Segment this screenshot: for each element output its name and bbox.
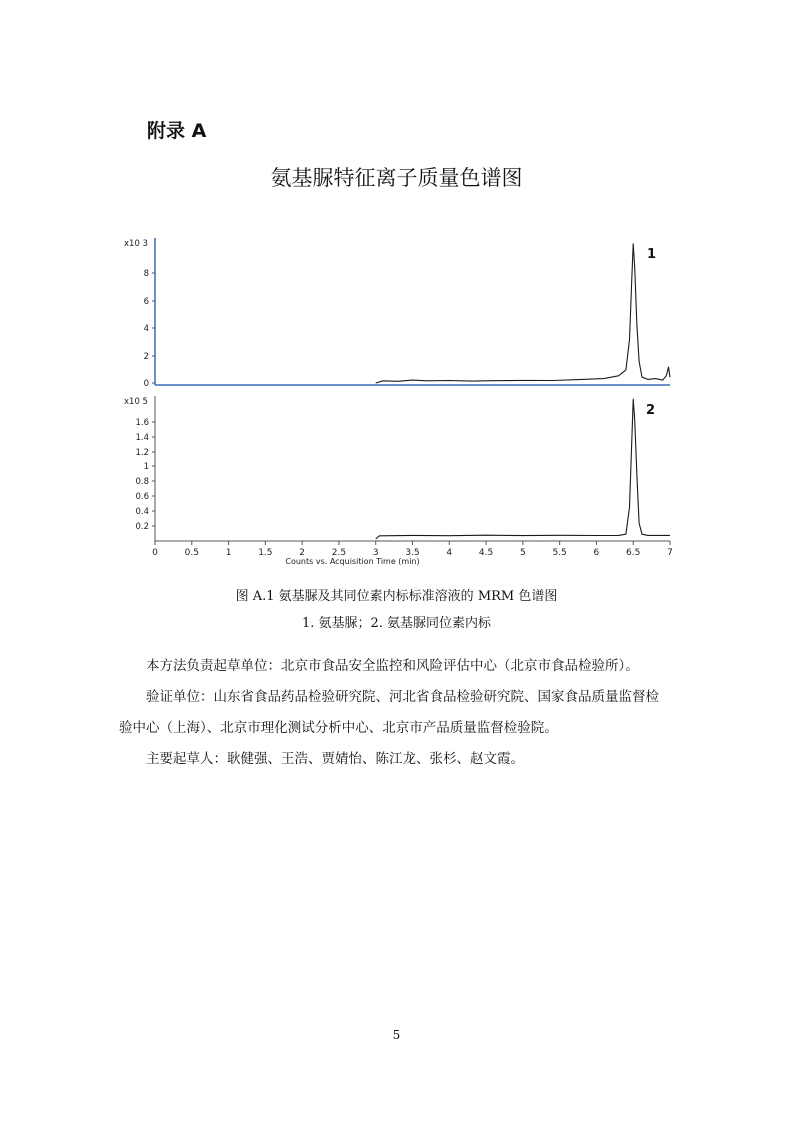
validation-unit-line-1: 验证单位：山东省食品药品检验研究院、河北省食品检验研究院、国家食品质量监督检 bbox=[146, 689, 659, 705]
peak-label: 1 bbox=[647, 247, 657, 262]
chromatogram-panel-1 bbox=[124, 238, 670, 389]
validation-unit-line-2: 验中心（上海）、北京市理化测试分析中心、北京市产品质量监督检验院。 bbox=[119, 720, 558, 736]
x-axis-label: Counts vs. Acquisition Time (min) bbox=[285, 557, 420, 566]
y-tick-label: 2 bbox=[143, 352, 149, 362]
x-tick-label: 0.5 bbox=[184, 548, 199, 558]
x-tick-label: 5 bbox=[519, 548, 526, 558]
x-tick-label: 2.5 bbox=[331, 548, 347, 558]
figure-subcaption: 1. 氨基脲；2. 氨基脲同位素内标 bbox=[301, 616, 492, 631]
y-tick-label: 0 bbox=[143, 379, 149, 389]
y-tick-label: 8 bbox=[143, 269, 149, 279]
y-tick-label: 1.4 bbox=[135, 433, 149, 443]
x-tick-label: 3 bbox=[372, 548, 379, 558]
drafting-unit-paragraph: 本方法负责起草单位：北京市食品安全监控和风险评估中心（北京市食品检验所）。 bbox=[146, 658, 639, 674]
y-tick-label: 1.6 bbox=[135, 418, 149, 428]
x-tick-label: 1.5 bbox=[258, 548, 273, 558]
x-tick-label: 4 bbox=[446, 548, 453, 558]
y-exponent-label: x10 3 bbox=[124, 239, 148, 249]
y-tick-label: 0.4 bbox=[135, 507, 149, 517]
x-tick-label: 7 bbox=[667, 548, 673, 558]
x-tick-label: 0 bbox=[152, 548, 158, 558]
figure-caption: 图 A.1 氨基脲及其同位素内标标准溶液的 MRM 色谱图 bbox=[235, 589, 558, 604]
chromatogram-trace bbox=[376, 399, 670, 539]
y-tick-label: 0.8 bbox=[135, 477, 149, 487]
chromatogram-trace bbox=[376, 244, 670, 383]
drafters-paragraph: 主要起草人：耿健强、王浩、贾婧怡、陈江龙、张杉、赵文霞。 bbox=[146, 751, 524, 767]
document-title: 氨基脲特征离子质量色谱图 bbox=[270, 166, 523, 190]
y-tick-label: 1.2 bbox=[135, 448, 149, 458]
x-tick-label: 6 bbox=[593, 548, 600, 558]
y-exponent-label: x10 5 bbox=[124, 397, 148, 407]
y-tick-label: 0.6 bbox=[135, 492, 149, 502]
x-tick-label: 3.5 bbox=[405, 548, 420, 558]
x-tick-label: 1 bbox=[225, 548, 232, 558]
page-number: 5 bbox=[392, 1028, 401, 1042]
y-tick-label: 4 bbox=[143, 324, 149, 334]
peak-label: 2 bbox=[646, 403, 656, 418]
x-tick-label: 2 bbox=[299, 548, 306, 558]
x-tick-label: 4.5 bbox=[478, 548, 494, 558]
y-tick-label: 0.2 bbox=[135, 522, 149, 532]
y-tick-label: 1 bbox=[143, 462, 149, 472]
appendix-title: 附录 A bbox=[147, 120, 207, 142]
y-tick-label: 6 bbox=[143, 297, 149, 307]
chromatogram-panel-2 bbox=[124, 396, 673, 566]
x-tick-label: 5.5 bbox=[552, 548, 567, 558]
x-tick-label: 6.5 bbox=[626, 548, 641, 558]
